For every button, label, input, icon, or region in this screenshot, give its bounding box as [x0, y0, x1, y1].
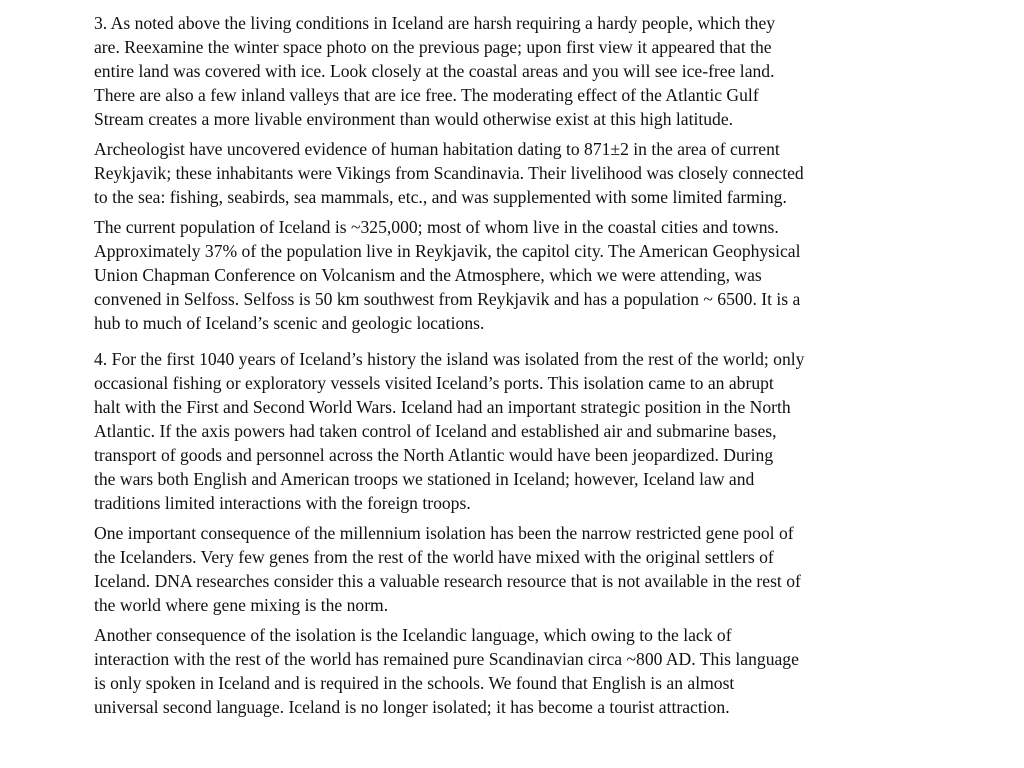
paragraph-archeology: Archeologist have uncovered evidence of human habitation dating to 871±2 in the area of current Reykjavik; these inhabitants were Vikings from Scandinavia. Their livelihood was closely connected to the sea: fishing, seabirds, sea mammals, etc., and was supplemented with some limited farming.: [94, 139, 804, 207]
document-page: [94, 11, 894, 725]
paragraph-population: The current population of Iceland is ~325,000; most of whom live in the coastal cities and towns. Approximately 37% of the population live in Reykjavik, the capitol city. The American Geophysical Union Chapman Conference on Volcanism and the Atmosphere, which we were attending, was convened in Selfoss. Selfoss is 50 km southwest from Reykjavik and has a population ~ 6500. It is a hub to much of Iceland’s scenic and geologic locations.: [94, 217, 801, 333]
section-4: [94, 347, 894, 719]
paragraph-language: Another consequence of the isolation is the Icelandic language, which owing to the lack of interaction with the rest of the world has remained pure Scandinavian circa ~800 AD. This language is only spoken in Iceland and is required in the schools. We found that English is an almost universal second language. Iceland is no longer isolated; it has become a tourist attraction.: [94, 625, 799, 717]
section-3: [94, 11, 894, 335]
paragraph-gene-pool: One important consequence of the millennium isolation has been the narrow restricted gene pool of the Icelanders. Very few genes from the rest of the world have mixed with the original settlers of Iceland. DNA researches consider this a valuable research resource that is not available in the rest of the world where gene mixing is the norm.: [94, 523, 801, 615]
paragraph-isolation-history: 4. For the first 1040 years of Iceland’s history the island was isolated from the rest of the world; only occasional fishing or exploratory vessels visited Iceland’s ports. This isolation came to an abrupt halt with the First and Second World Wars. Iceland had an important strategic position in the North Atlantic. If the axis powers had taken control of Iceland and established air and submarine bases, transport of goods and personnel across the North Atlantic would have been jeopardized. During the wars both English and American troops we stationed in Iceland; however, Iceland law and traditions limited interactions with the foreign troops.: [94, 349, 805, 513]
paragraph-living-conditions: 3. As noted above the living conditions in Iceland are harsh requiring a hardy people, which they are. Reexamine the winter space photo on the previous page; upon first view it appeared that the entire land was covered with ice. Look closely at the coastal areas and you will see ice-free land. There are also a few inland valleys that are ice free. The moderating effect of the Atlantic Gulf Stream creates a more livable environment than would otherwise exist at this high latitude.: [94, 13, 776, 129]
